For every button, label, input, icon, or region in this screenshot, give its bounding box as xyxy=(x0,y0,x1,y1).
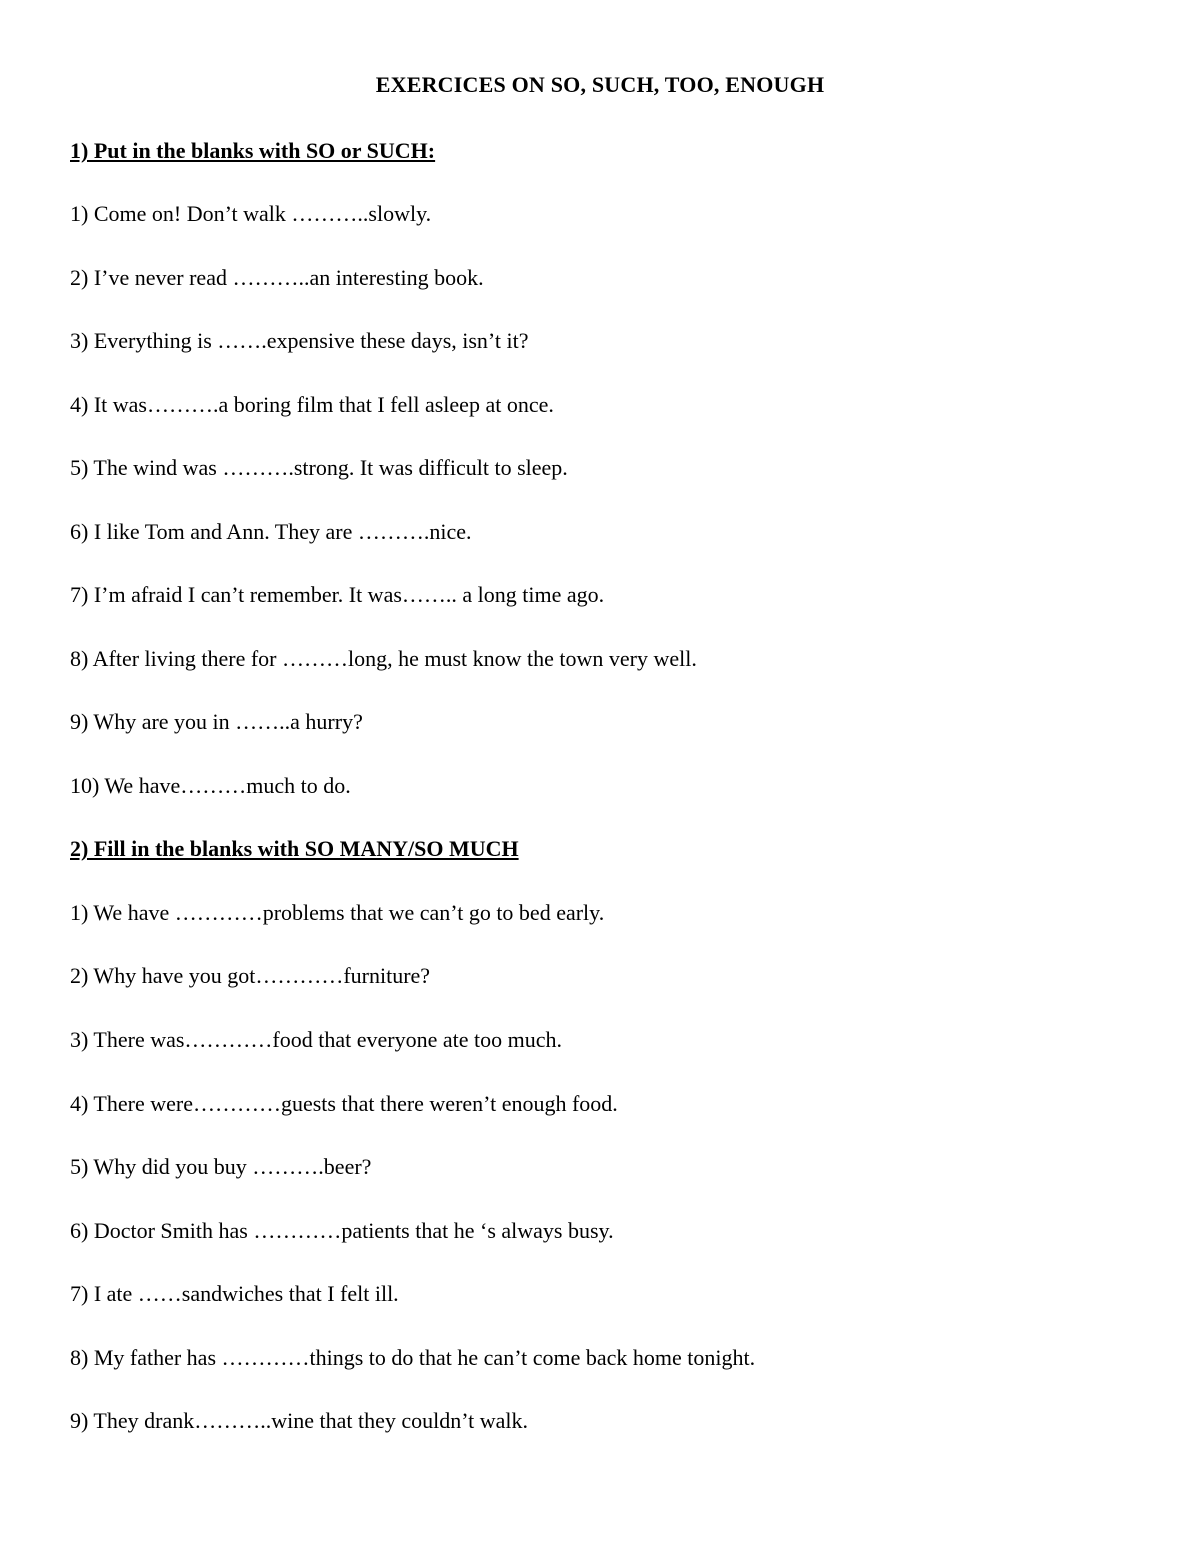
section-1-item-10: 10) We have………much to do. xyxy=(70,773,351,798)
document-title: EXERCICES ON SO, SUCH, TOO, ENOUGH xyxy=(375,72,825,97)
section-2-item-4: 4) There were…………guests that there weren’t enough food. xyxy=(70,1091,618,1116)
section-2-item-7: 7) I ate ……sandwiches that I felt ill. xyxy=(70,1281,399,1306)
section-2-item-5: 5) Why did you buy ……….beer? xyxy=(70,1154,372,1179)
section-2-item-9: 9) They drank………..wine that they couldn’t walk. xyxy=(70,1408,529,1433)
section-1-item-6: 6) I like Tom and Ann. They are ……….nice. xyxy=(70,519,472,544)
section-2-item-6: 6) Doctor Smith has …………patients that he ‘s always busy. xyxy=(70,1218,614,1243)
section-1-item-8: 8) After living there for ………long, he must know the town very well. xyxy=(70,646,697,671)
section-1-heading: 1) Put in the blanks with SO or SUCH: xyxy=(70,138,436,163)
section-1-item-3: 3) Everything is …….expensive these days, isn’t it? xyxy=(70,328,529,353)
section-1-item-2: 2) I’ve never read ………..an interesting book. xyxy=(70,265,484,290)
section-1-item-7: 7) I’m afraid I can’t remember. It was…….. a long time ago. xyxy=(70,582,605,607)
section-1-item-9: 9) Why are you in ……..a hurry? xyxy=(70,709,363,734)
section-2-heading: 2) Fill in the blanks with SO MANY/SO MUCH xyxy=(70,836,519,861)
section-1-item-5: 5) The wind was ……….strong. It was difficult to sleep. xyxy=(70,455,568,480)
section-2-item-3: 3) There was…………food that everyone ate too much. xyxy=(70,1027,563,1052)
section-2-item-8: 8) My father has …………things to do that he can’t come back home tonight. xyxy=(70,1345,756,1370)
section-1-item-4: 4) It was……….a boring film that I fell asleep at once. xyxy=(70,392,554,417)
section-2-item-2: 2) Why have you got…………furniture? xyxy=(70,963,431,988)
section-2-item-1: 1) We have …………problems that we can’t go to bed early. xyxy=(70,900,605,925)
section-1-item-1: 1) Come on! Don’t walk ………..slowly. xyxy=(70,201,432,226)
